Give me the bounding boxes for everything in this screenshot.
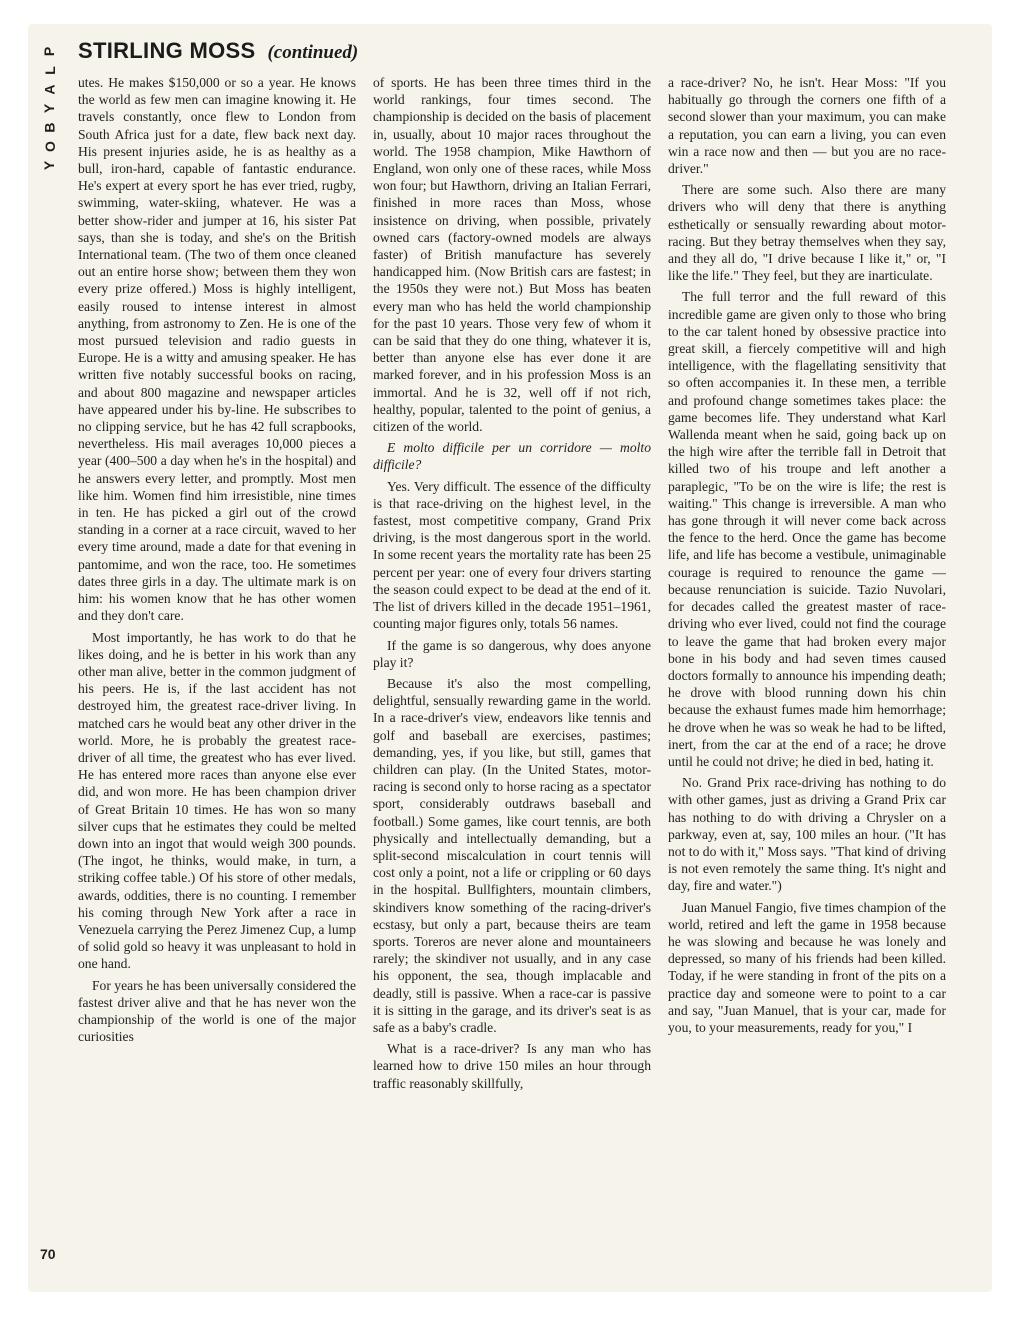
paragraph: a race-driver? No, he isn't. Hear Moss: "If you habitually go through the corners one fifth of a second slower than your maximum, you can make a reputation, you can earn a living, you can even win a race now and then — but you are no race-driver." [668, 75, 946, 177]
article-title: STIRLING MOSS [78, 38, 256, 63]
paragraph: For years he has been universally considered the fastest driver alive and that he has never won the championship of the world is one of the major curiosities [78, 977, 356, 1045]
playboy-masthead [40, 42, 60, 175]
masthead-letter-4: Y [41, 103, 58, 114]
continued-label: (continued) [267, 42, 359, 63]
masthead-letter-6: O [41, 141, 58, 152]
text-column-2 [373, 74, 651, 1274]
text-column-1 [78, 74, 356, 1254]
paragraph: Most importantly, he has work to do that he likes doing, and he is better in his work than any other man alive, better in the common judgment of his peers. He is, if the last accident has not destroyed him, the greatest race-driver living. In matched cars he would beat any other driver in the world. More, he is probably the greatest race-driver of all time, the greatest who has ever lived. He has entered more races than anyone else ever did, and won more. He has been champion driver of Great Britain 10 times. He has won so many silver cups that he estimates they could be melted down into an ingot that would weigh 300 pounds. (The ingot, he thinks, would make, in turn, a striking coffee table.) Of his store of other medals, awards, oddities, there is no counting. I remember his coming through New York after a race in Venezuela carrying the Perez Jimenez Cup, a lump of solid gold so heavy it was unpleasant to hold in one hand. [78, 629, 356, 972]
paragraph: What is a race-driver? Is any man who has learned how to drive 150 miles an hour through traffic reasonably skillfully, [373, 1041, 651, 1091]
paragraph: No. Grand Prix race-driving has nothing to do with other games, just as driving a Grand Prix car has nothing to do with driving a Chrysler on a parkway, even at, say, 100 miles an hour. ("It has not to do with it," Moss says. "That kind of driving is not even remotely the same thing. It's night and day, fire and water.") [668, 775, 946, 894]
paragraph: Yes. Very difficult. The essence of the difficulty is that race-driving on the highest level, in the fastest, most competitive company, Grand Prix driving, is the most dangerous sport in the world. In some recent years the mortality rate has been 25 percent per year: one of every four drivers starting the season could expect to be dead at the end of it. The list of drivers killed in the decade 1951–1961, counting major figures only, totals 56 names. [373, 478, 651, 632]
masthead-letter-1: P [41, 46, 58, 57]
paragraph: Because it's also the most compelling, delightful, sensually rewarding game in the world. In a race-driver's view, endeavors like tennis and golf and baseball are exercises, pastimes; demanding, yes, if you like, but still, games that children can play. (In the United States, motor-racing is second only to horse racing as a spectator sport, considerably outdraws baseball and football.) Some games, like court tennis, are both physically and intellectually demanding, but a split-second miscalculation in court tennis will cost only a point, not a life or crippling or 60 days in the hospital. Bullfighters, mountain climbers, skindivers know something of the racing-driver's ecstasy, but only a part, because theirs are team sports. Toreros are never alone and mountaineers rarely; the skindiver not usually, and in any case his opponent, the sea, though implacable and deadly, still is passive. When a race-car is passive it is sitting in the garage, and its driver's seat is as safe as a baby's cradle. [373, 675, 651, 1035]
masthead-letter-7: Y [41, 160, 58, 171]
paragraph: There are some such. Also there are many drivers who will deny that there is anything esthetically or sensually rewarding about motor-racing. But they betray themselves when they say, and they all do, "I drive because I like it," or, "I like the life." They feel, but they are inarticulate. [668, 182, 946, 284]
italic-question: E molto difficile per un corridore — molto difficile? [373, 440, 651, 473]
paragraph: If the game is so dangerous, why does anyone play it? [373, 637, 651, 670]
article-heading [78, 38, 358, 64]
page-number: 70 [40, 1246, 56, 1262]
masthead-letter-3: A [41, 84, 58, 95]
paragraph: Juan Manuel Fangio, five times champion of the world, retired and left the game in 1958 because he was slowing and because he was lonely and depressed, so many of his friends had been killed. Today, if he were standing in front of the pits on a practice day and someone were to point to a car and say, "Juan Manuel, that is your car, made for you, to your measurements, ready for you," I [668, 899, 946, 1035]
paragraph: The full terror and the full reward of this incredible game are given only to those who bring to the car talent honed by obsessive practice into great skill, a fiercely competitive will and high intelligence, with the flagellating sensitivity that so often accompanies it. In these men, a terrible and profound change sometimes takes place: the game becomes life. They understand what Karl Wallenda meant when he said, going back up on the high wire after the terrible fall in Detroit that killed two of his troupe and left another a paraplegic, "To be on the wire is life; the rest is waiting." This change is irreversible. A man who has gone through it will never come back across the fence to the herd. Once the game has become life, and life has become a vestibule, unimaginable courage is required to renounce the game — because renunciation is suicide. Tazio Nuvolari, for decades called the greatest master of race-driving who ever lived, could not find the courage to leave the game that had broken every major bone in his body and had seven times caused doctors formally to announce his impending death; he drove with blood running down his chin because the exhaust fumes made him hemorrhage; he drove when he was so weak he had to be lifted, inert, from the car at the end of a race; he drove until he could not drive; he died in bed, hating it. [668, 289, 946, 769]
magazine-page [28, 24, 992, 1292]
paragraph: of sports. He has been three times third in the world rankings, four times second. The championship is decided on the basis of placement in, usually, about 10 major races throughout the world. The 1958 champion, Mike Hawthorn of England, won only one of these races, while Moss won four; but Hawthorn, driving an Italian Ferrari, finished in more races than Moss, whose insistence on driving, when possible, privately owned cars (factory-owned models are always faster) of British manufacture has severely handicapped him. (Now British cars are fastest; in the 1950s they were not.) But Moss has beaten every man who has held the world championship for the past 10 years. Those very few of whom it can be said that they do one thing, whatever it is, better than anyone else has ever done it are marked forever, and in his profession Moss is an immortal. And he is 32, well off if not rich, healthy, popular, talented to the point of genius, a citizen of the world. [373, 75, 651, 435]
paragraph: utes. He makes $150,000 or so a year. He knows the world as few men can imagine knowing it. He travels constantly, once flew to London from South Africa just for a date, flew back next day. His present injuries aside, he is as healthy as a bull, iron-hard, capable of fantastic endurance. He's expert at every sport he has ever tried, rugby, swimming, water-skiing, whatever. He was a better show-rider and jumper at 16, his sister Pat says, than she is today, and she's on the British International team. (The two of them once cleaned out an entire horse show; between them they won every prize offered.) Moss is highly intelligent, easily roused to intense interest in almost anything, from astronomy to Zen. He is one of the most pursued television and radio guests in Europe. He is a witty and amusing speaker. He has written five notably successful books on racing, and about 800 magazine and newspaper articles have appeared under his by-line. He subscribes to no clipping service, but he has 42 full scrapbooks, nevertheless. His mail averages 10,000 pieces a year (400–500 a day when he's in the hospital) and he answers every letter, and promptly. Most men like him. Women find him irresistible, nine times in ten. He has picked a girl out of the crowd standing in a corner at a race circuit, waved to her every time around, made a date for that evening in pantomime, and won the race, too. He sometimes dates three girls in a day. The ultimate mark is on him: his women know that he has other women and they don't care. [78, 75, 356, 624]
masthead-letter-5: B [41, 122, 58, 133]
masthead-letter-2: L [41, 66, 58, 75]
text-column-3 [668, 74, 946, 1274]
